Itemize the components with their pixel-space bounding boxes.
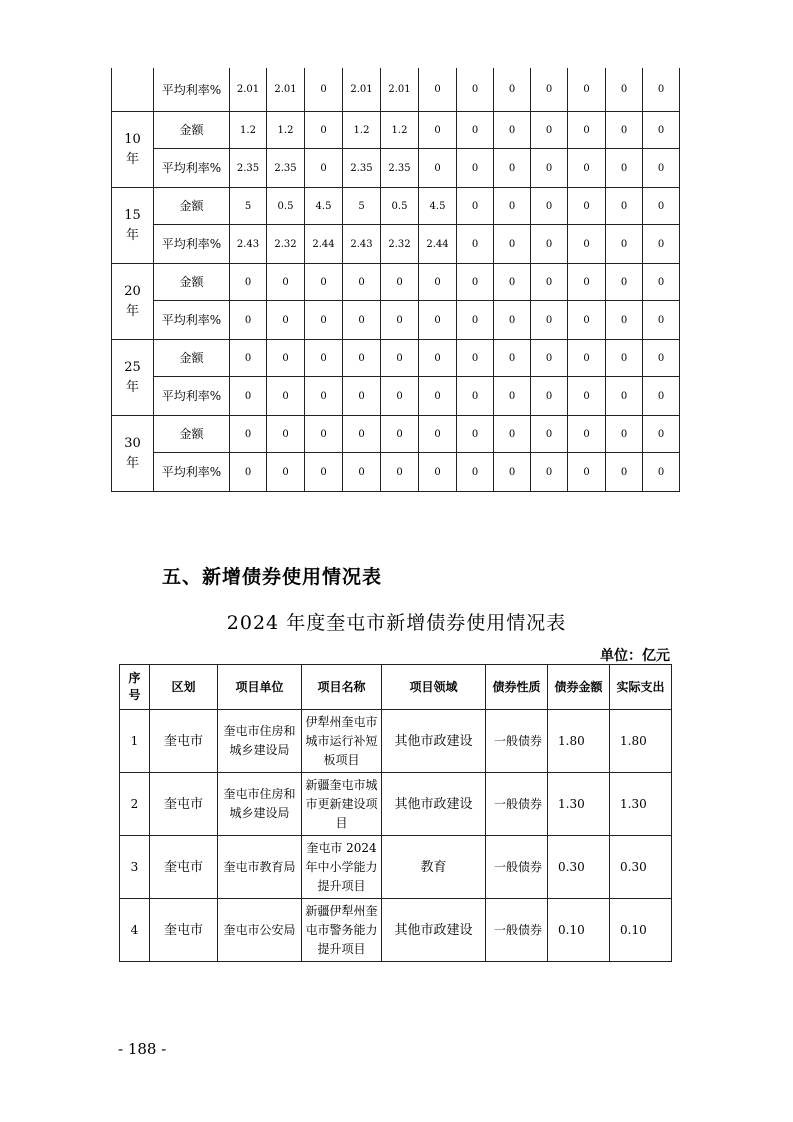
rate-row <box>112 68 680 112</box>
header-field: 项目领域 <box>382 665 486 710</box>
value-cell: 0 <box>419 377 457 416</box>
rates-table <box>111 68 680 492</box>
value-cell: 0.5 <box>267 188 305 225</box>
value-cell: 0 <box>419 149 457 188</box>
field-cell: 其他市政建设 <box>382 773 486 836</box>
value-cell: 0 <box>531 453 568 492</box>
unit-cell: 奎屯市住房和城乡建设局 <box>218 710 302 773</box>
field-cell: 其他市政建设 <box>382 899 486 962</box>
value-cell: 0 <box>643 377 680 416</box>
field-cell: 其他市政建设 <box>382 710 486 773</box>
table-row <box>120 836 672 899</box>
bond-usage-table <box>119 664 672 962</box>
value-cell: 0 <box>305 264 343 301</box>
field-cell: 教育 <box>382 836 486 899</box>
value-cell: 0 <box>568 149 606 188</box>
value-cell: 0 <box>568 68 606 112</box>
value-cell: 0 <box>494 264 531 301</box>
header-nature: 债券性质 <box>486 665 548 710</box>
value-cell: 0 <box>643 112 680 149</box>
header-unit: 项目单位 <box>218 665 302 710</box>
row-label: 平均利率% <box>154 225 230 264</box>
value-cell: 2.43 <box>343 225 381 264</box>
value-cell: 0 <box>568 112 606 149</box>
value-cell: 0 <box>568 264 606 301</box>
value-cell: 0 <box>606 149 643 188</box>
value-cell: 0 <box>343 264 381 301</box>
value-cell: 0 <box>230 416 267 453</box>
row-label: 金额 <box>154 264 230 301</box>
value-cell: 0 <box>267 340 305 377</box>
header-region: 区划 <box>150 665 218 710</box>
value-cell: 0 <box>305 377 343 416</box>
amount-row <box>112 112 680 149</box>
header-project: 项目名称 <box>302 665 382 710</box>
value-cell: 0 <box>494 225 531 264</box>
value-cell: 4.5 <box>419 188 457 225</box>
value-cell: 0 <box>568 453 606 492</box>
value-cell: 0 <box>343 416 381 453</box>
row-label: 平均利率% <box>154 68 230 112</box>
value-cell: 1.2 <box>343 112 381 149</box>
value-cell: 1.2 <box>381 112 419 149</box>
amount-row <box>112 264 680 301</box>
rate-row <box>112 453 680 492</box>
value-cell: 2.35 <box>230 149 267 188</box>
value-cell: 0 <box>531 225 568 264</box>
value-cell: 0 <box>381 264 419 301</box>
value-cell: 0 <box>381 377 419 416</box>
value-cell: 0 <box>305 68 343 112</box>
value-cell: 0 <box>531 188 568 225</box>
unit-cell: 奎屯市公安局 <box>218 899 302 962</box>
value-cell: 0.5 <box>381 188 419 225</box>
amount-row <box>112 188 680 225</box>
value-cell: 0 <box>643 149 680 188</box>
value-cell: 0 <box>457 68 494 112</box>
row-label: 金额 <box>154 340 230 377</box>
project-name-cell: 伊犁州奎屯市城市运行补短板项目 <box>302 710 382 773</box>
rate-row <box>112 225 680 264</box>
spent-cell: 0.30 <box>610 836 672 899</box>
section-heading: 五、新增债券使用情况表 <box>162 566 383 588</box>
value-cell: 0 <box>305 301 343 340</box>
value-cell: 0 <box>419 416 457 453</box>
value-cell: 0 <box>267 377 305 416</box>
term-cell: 30年 <box>112 416 154 492</box>
value-cell: 0 <box>531 264 568 301</box>
value-cell: 0 <box>419 112 457 149</box>
row-label: 平均利率% <box>154 377 230 416</box>
value-cell: 0 <box>381 453 419 492</box>
value-cell: 0 <box>457 264 494 301</box>
value-cell: 0 <box>531 112 568 149</box>
row-label: 平均利率% <box>154 453 230 492</box>
value-cell: 0 <box>606 377 643 416</box>
value-cell: 0 <box>568 416 606 453</box>
value-cell: 0 <box>267 264 305 301</box>
value-cell: 0 <box>606 188 643 225</box>
value-cell: 0 <box>494 68 531 112</box>
spent-cell: 0.10 <box>610 899 672 962</box>
table-row <box>120 899 672 962</box>
row-label: 金额 <box>154 112 230 149</box>
value-cell: 0 <box>305 149 343 188</box>
value-cell: 0 <box>568 377 606 416</box>
project-name-cell: 奎屯市 2024 年中小学能力提升项目 <box>302 836 382 899</box>
value-cell: 0 <box>419 340 457 377</box>
region-cell: 奎屯市 <box>150 836 218 899</box>
value-cell: 0 <box>230 264 267 301</box>
value-cell: 0 <box>457 416 494 453</box>
value-cell: 0 <box>606 225 643 264</box>
value-cell: 5 <box>230 188 267 225</box>
value-cell: 0 <box>494 149 531 188</box>
value-cell: 0 <box>457 377 494 416</box>
row-label: 平均利率% <box>154 301 230 340</box>
value-cell: 0 <box>230 301 267 340</box>
value-cell: 0 <box>267 301 305 340</box>
value-cell: 0 <box>457 453 494 492</box>
region-cell: 奎屯市 <box>150 773 218 836</box>
header-no: 序号 <box>120 665 150 710</box>
value-cell: 2.01 <box>343 68 381 112</box>
value-cell: 0 <box>643 225 680 264</box>
term-cell-continued <box>112 68 154 112</box>
value-cell: 0 <box>531 416 568 453</box>
value-cell: 2.32 <box>381 225 419 264</box>
value-cell: 0 <box>606 416 643 453</box>
value-cell: 0 <box>457 188 494 225</box>
amount-cell: 0.30 <box>548 836 610 899</box>
value-cell: 2.35 <box>381 149 419 188</box>
amount-cell: 0.10 <box>548 899 610 962</box>
value-cell: 0 <box>643 453 680 492</box>
row-number: 1 <box>120 710 150 773</box>
value-cell: 0 <box>343 340 381 377</box>
amount-cell: 1.80 <box>548 710 610 773</box>
value-cell: 0 <box>531 68 568 112</box>
value-cell: 0 <box>230 377 267 416</box>
value-cell: 0 <box>568 301 606 340</box>
amount-row <box>112 416 680 453</box>
value-cell: 0 <box>568 188 606 225</box>
bond-header-row <box>120 665 672 710</box>
value-cell: 0 <box>531 377 568 416</box>
nature-cell: 一般债券 <box>486 710 548 773</box>
value-cell: 0 <box>643 340 680 377</box>
rate-row <box>112 301 680 340</box>
unit-cell: 奎屯市教育局 <box>218 836 302 899</box>
value-cell: 0 <box>419 453 457 492</box>
value-cell: 0 <box>305 340 343 377</box>
value-cell: 0 <box>305 453 343 492</box>
project-name-cell: 新疆奎屯市城市更新建设项目 <box>302 773 382 836</box>
region-cell: 奎屯市 <box>150 899 218 962</box>
value-cell: 0 <box>457 301 494 340</box>
value-cell: 0 <box>457 149 494 188</box>
value-cell: 5 <box>343 188 381 225</box>
row-number: 4 <box>120 899 150 962</box>
value-cell: 0 <box>494 416 531 453</box>
term-cell: 15年 <box>112 188 154 264</box>
value-cell: 0 <box>606 112 643 149</box>
value-cell: 0 <box>457 340 494 377</box>
value-cell: 0 <box>643 301 680 340</box>
row-label: 金额 <box>154 416 230 453</box>
value-cell: 0 <box>381 416 419 453</box>
value-cell: 0 <box>643 68 680 112</box>
value-cell: 0 <box>643 188 680 225</box>
row-number: 3 <box>120 836 150 899</box>
nature-cell: 一般债券 <box>486 836 548 899</box>
row-number: 2 <box>120 773 150 836</box>
value-cell: 4.5 <box>305 188 343 225</box>
value-cell: 0 <box>343 453 381 492</box>
spent-cell: 1.30 <box>610 773 672 836</box>
page-number: - 188 - <box>118 1040 167 1058</box>
spent-cell: 1.80 <box>610 710 672 773</box>
row-label: 平均利率% <box>154 149 230 188</box>
table-row <box>120 773 672 836</box>
value-cell: 2.32 <box>267 225 305 264</box>
value-cell: 0 <box>494 453 531 492</box>
value-cell: 2.44 <box>419 225 457 264</box>
term-cell: 10年 <box>112 112 154 188</box>
header-amount: 债券金额 <box>548 665 610 710</box>
value-cell: 0 <box>267 416 305 453</box>
value-cell: 0 <box>568 340 606 377</box>
value-cell: 0 <box>419 301 457 340</box>
value-cell: 0 <box>643 416 680 453</box>
value-cell: 0 <box>494 377 531 416</box>
value-cell: 0 <box>606 453 643 492</box>
value-cell: 0 <box>606 301 643 340</box>
amount-cell: 1.30 <box>548 773 610 836</box>
value-cell: 0 <box>531 149 568 188</box>
value-cell: 0 <box>381 340 419 377</box>
value-cell: 0 <box>494 188 531 225</box>
value-cell: 0 <box>419 264 457 301</box>
unit-cell: 奎屯市住房和城乡建设局 <box>218 773 302 836</box>
value-cell: 0 <box>267 453 305 492</box>
term-cell: 20年 <box>112 264 154 340</box>
value-cell: 0 <box>305 416 343 453</box>
value-cell: 0 <box>606 68 643 112</box>
value-cell: 0 <box>531 301 568 340</box>
table-title: 2024 年度奎屯市新增债券使用情况表 <box>226 612 567 634</box>
unit-label: 单位：亿元 <box>600 648 670 664</box>
value-cell: 2.35 <box>267 149 305 188</box>
value-cell: 2.01 <box>267 68 305 112</box>
nature-cell: 一般债券 <box>486 899 548 962</box>
value-cell: 0 <box>606 340 643 377</box>
value-cell: 0 <box>343 301 381 340</box>
value-cell: 0 <box>457 225 494 264</box>
term-cell: 25年 <box>112 340 154 416</box>
value-cell: 0 <box>230 453 267 492</box>
header-spent: 实际支出 <box>610 665 672 710</box>
value-cell: 2.35 <box>343 149 381 188</box>
value-cell: 0 <box>343 377 381 416</box>
value-cell: 0 <box>230 340 267 377</box>
value-cell: 0 <box>568 225 606 264</box>
value-cell: 0 <box>457 112 494 149</box>
value-cell: 0 <box>381 301 419 340</box>
value-cell: 2.43 <box>230 225 267 264</box>
value-cell: 0 <box>419 68 457 112</box>
row-label: 金额 <box>154 188 230 225</box>
rate-row <box>112 377 680 416</box>
nature-cell: 一般债券 <box>486 773 548 836</box>
value-cell: 0 <box>494 301 531 340</box>
value-cell: 1.2 <box>267 112 305 149</box>
value-cell: 0 <box>305 112 343 149</box>
value-cell: 2.44 <box>305 225 343 264</box>
rate-row <box>112 149 680 188</box>
amount-row <box>112 340 680 377</box>
value-cell: 0 <box>606 264 643 301</box>
value-cell: 2.01 <box>381 68 419 112</box>
value-cell: 0 <box>531 340 568 377</box>
value-cell: 1.2 <box>230 112 267 149</box>
project-name-cell: 新疆伊犁州奎屯市警务能力提升项目 <box>302 899 382 962</box>
value-cell: 0 <box>643 264 680 301</box>
value-cell: 0 <box>494 340 531 377</box>
table-row <box>120 710 672 773</box>
value-cell: 2.01 <box>230 68 267 112</box>
region-cell: 奎屯市 <box>150 710 218 773</box>
value-cell: 0 <box>494 112 531 149</box>
